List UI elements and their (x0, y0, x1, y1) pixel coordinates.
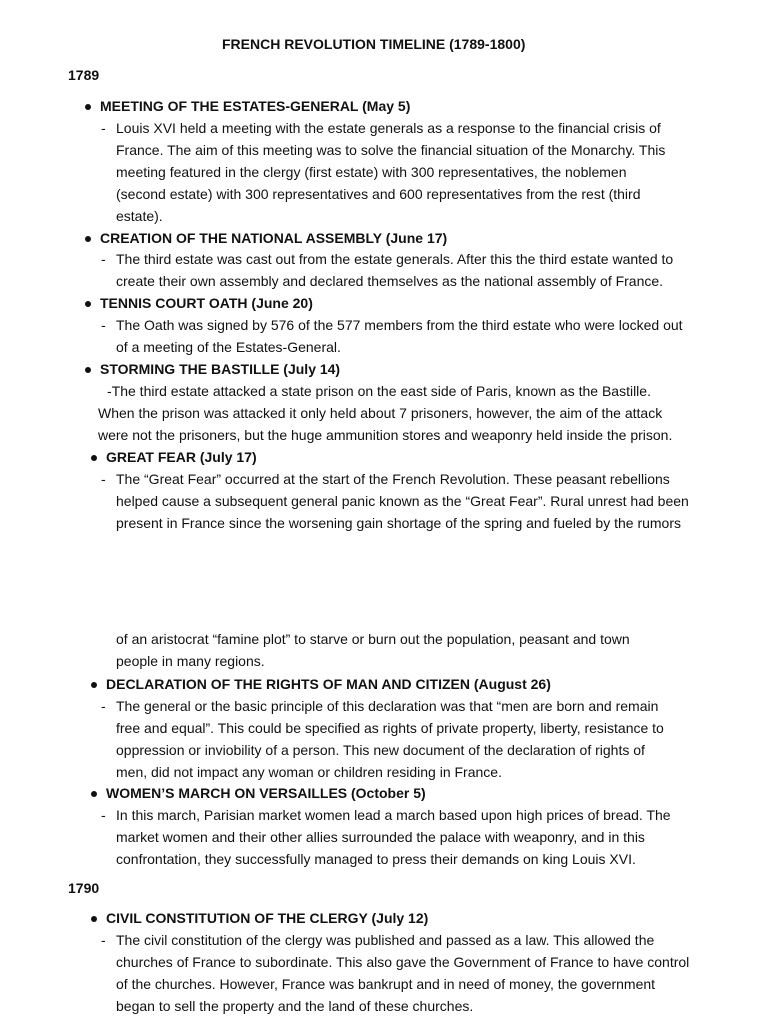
event-text-line: The Oath was signed by 576 of the 577 members from the third estate who were locked out (116, 317, 683, 333)
year-heading: 1789 (68, 67, 100, 83)
dash-marker: - (101, 120, 106, 136)
bullet-icon (85, 236, 91, 242)
event-text-line: When the prison was attacked it only held about 7 prisoners, however, the aim of the attack (98, 405, 663, 421)
event-text-line: confrontation, they successfully managed to press their demands on king Louis XVI. (116, 851, 636, 867)
event-text-line: market women and their other allies surrounded the palace with weaponry, and in this (116, 829, 645, 845)
event-text-line: present in France since the worsening gain shortage of the spring and fueled by the rumors (116, 515, 681, 531)
dash-marker: - (101, 807, 106, 823)
dash-marker: - (101, 251, 106, 267)
bullet-icon (85, 301, 91, 307)
event-heading: GREAT FEAR (July 17) (106, 449, 257, 465)
dash-marker: - (101, 932, 106, 948)
bullet-icon (91, 455, 97, 461)
event-heading: WOMEN’S MARCH ON VERSAILLES (October 5) (106, 785, 426, 801)
event-text-line: of an aristocrat “famine plot” to starve or burn out the population, peasant and town (116, 631, 630, 647)
dash-marker: - (101, 698, 106, 714)
dash-marker: - (101, 471, 106, 487)
event-heading: CIVIL CONSTITUTION OF THE CLERGY (July 12) (106, 910, 429, 926)
event-text-line: In this march, Parisian market women lead a march based upon high prices of bread. The (116, 807, 671, 823)
event-text-line: The third estate was cast out from the estate generals. After this the third estate wanted to (116, 251, 674, 267)
event-heading: TENNIS COURT OATH (June 20) (100, 295, 313, 311)
event-text-line: estate). (116, 208, 163, 224)
event-text-line: began to sell the property and the land of these churches. (116, 998, 474, 1014)
event-text-line: free and equal”. This could be specified as rights of private property, liberty, resistance to (116, 720, 664, 736)
event-text-line: meeting featured in the clergy (first estate) with 300 representatives, the noblemen (116, 164, 627, 180)
event-text-line: of a meeting of the Estates-General. (116, 339, 341, 355)
event-text-line: The “Great Fear” occurred at the start of the French Revolution. These peasant rebellions (116, 471, 670, 487)
year-heading: 1790 (68, 880, 100, 896)
event-text-line: people in many regions. (116, 653, 265, 669)
event-heading: STORMING THE BASTILLE (July 14) (100, 361, 341, 377)
event-text-line: churches of France to subordinate. This also gave the Government of France to have control (116, 954, 690, 970)
event-text-line: oppression or inviobility of a person. This new document of the declaration of rights of (116, 742, 645, 758)
event-text-line: Louis XVI held a meeting with the estate generals as a response to the financial crisis of (116, 120, 661, 136)
bullet-icon (91, 916, 97, 922)
bullet-icon (85, 104, 91, 110)
event-text-line: (second estate) with 300 representatives and 600 representatives from the rest (third (116, 186, 641, 202)
event-text-line: were not the prisoners, but the huge ammunition stores and weaponry held inside the prison. (98, 427, 673, 443)
event-text-line: -The third estate attacked a state prison on the east side of Paris, known as the Bastille. (107, 383, 651, 399)
event-heading: CREATION OF THE NATIONAL ASSEMBLY (June 17) (100, 230, 448, 246)
event-heading: DECLARATION OF THE RIGHTS OF MAN AND CITIZEN (August 26) (106, 676, 551, 692)
event-text-line: of the churches. However, France was bankrupt and in need of money, the government (116, 976, 656, 992)
event-text-line: France. The aim of this meeting was to solve the financial situation of the Monarchy. This (116, 142, 666, 158)
bullet-icon (85, 367, 91, 373)
event-text-line: The general or the basic principle of this declaration was that “men are born and remain (116, 698, 659, 714)
event-text-line: The civil constitution of the clergy was published and passed as a law. This allowed the (116, 932, 655, 948)
event-text-line: men, did not impact any woman or children residing in France. (116, 764, 502, 780)
page-title: FRENCH REVOLUTION TIMELINE (1789-1800) (222, 36, 526, 52)
event-text-line: create their own assembly and declared themselves as the national assembly of France. (116, 273, 664, 289)
event-heading: MEETING OF THE ESTATES-GENERAL (May 5) (100, 98, 411, 114)
bullet-icon (91, 682, 97, 688)
dash-marker: - (101, 317, 106, 333)
event-text-line: helped cause a subsequent general panic known as the “Great Fear”. Rural unrest had been (116, 493, 689, 509)
bullet-icon (91, 791, 97, 797)
